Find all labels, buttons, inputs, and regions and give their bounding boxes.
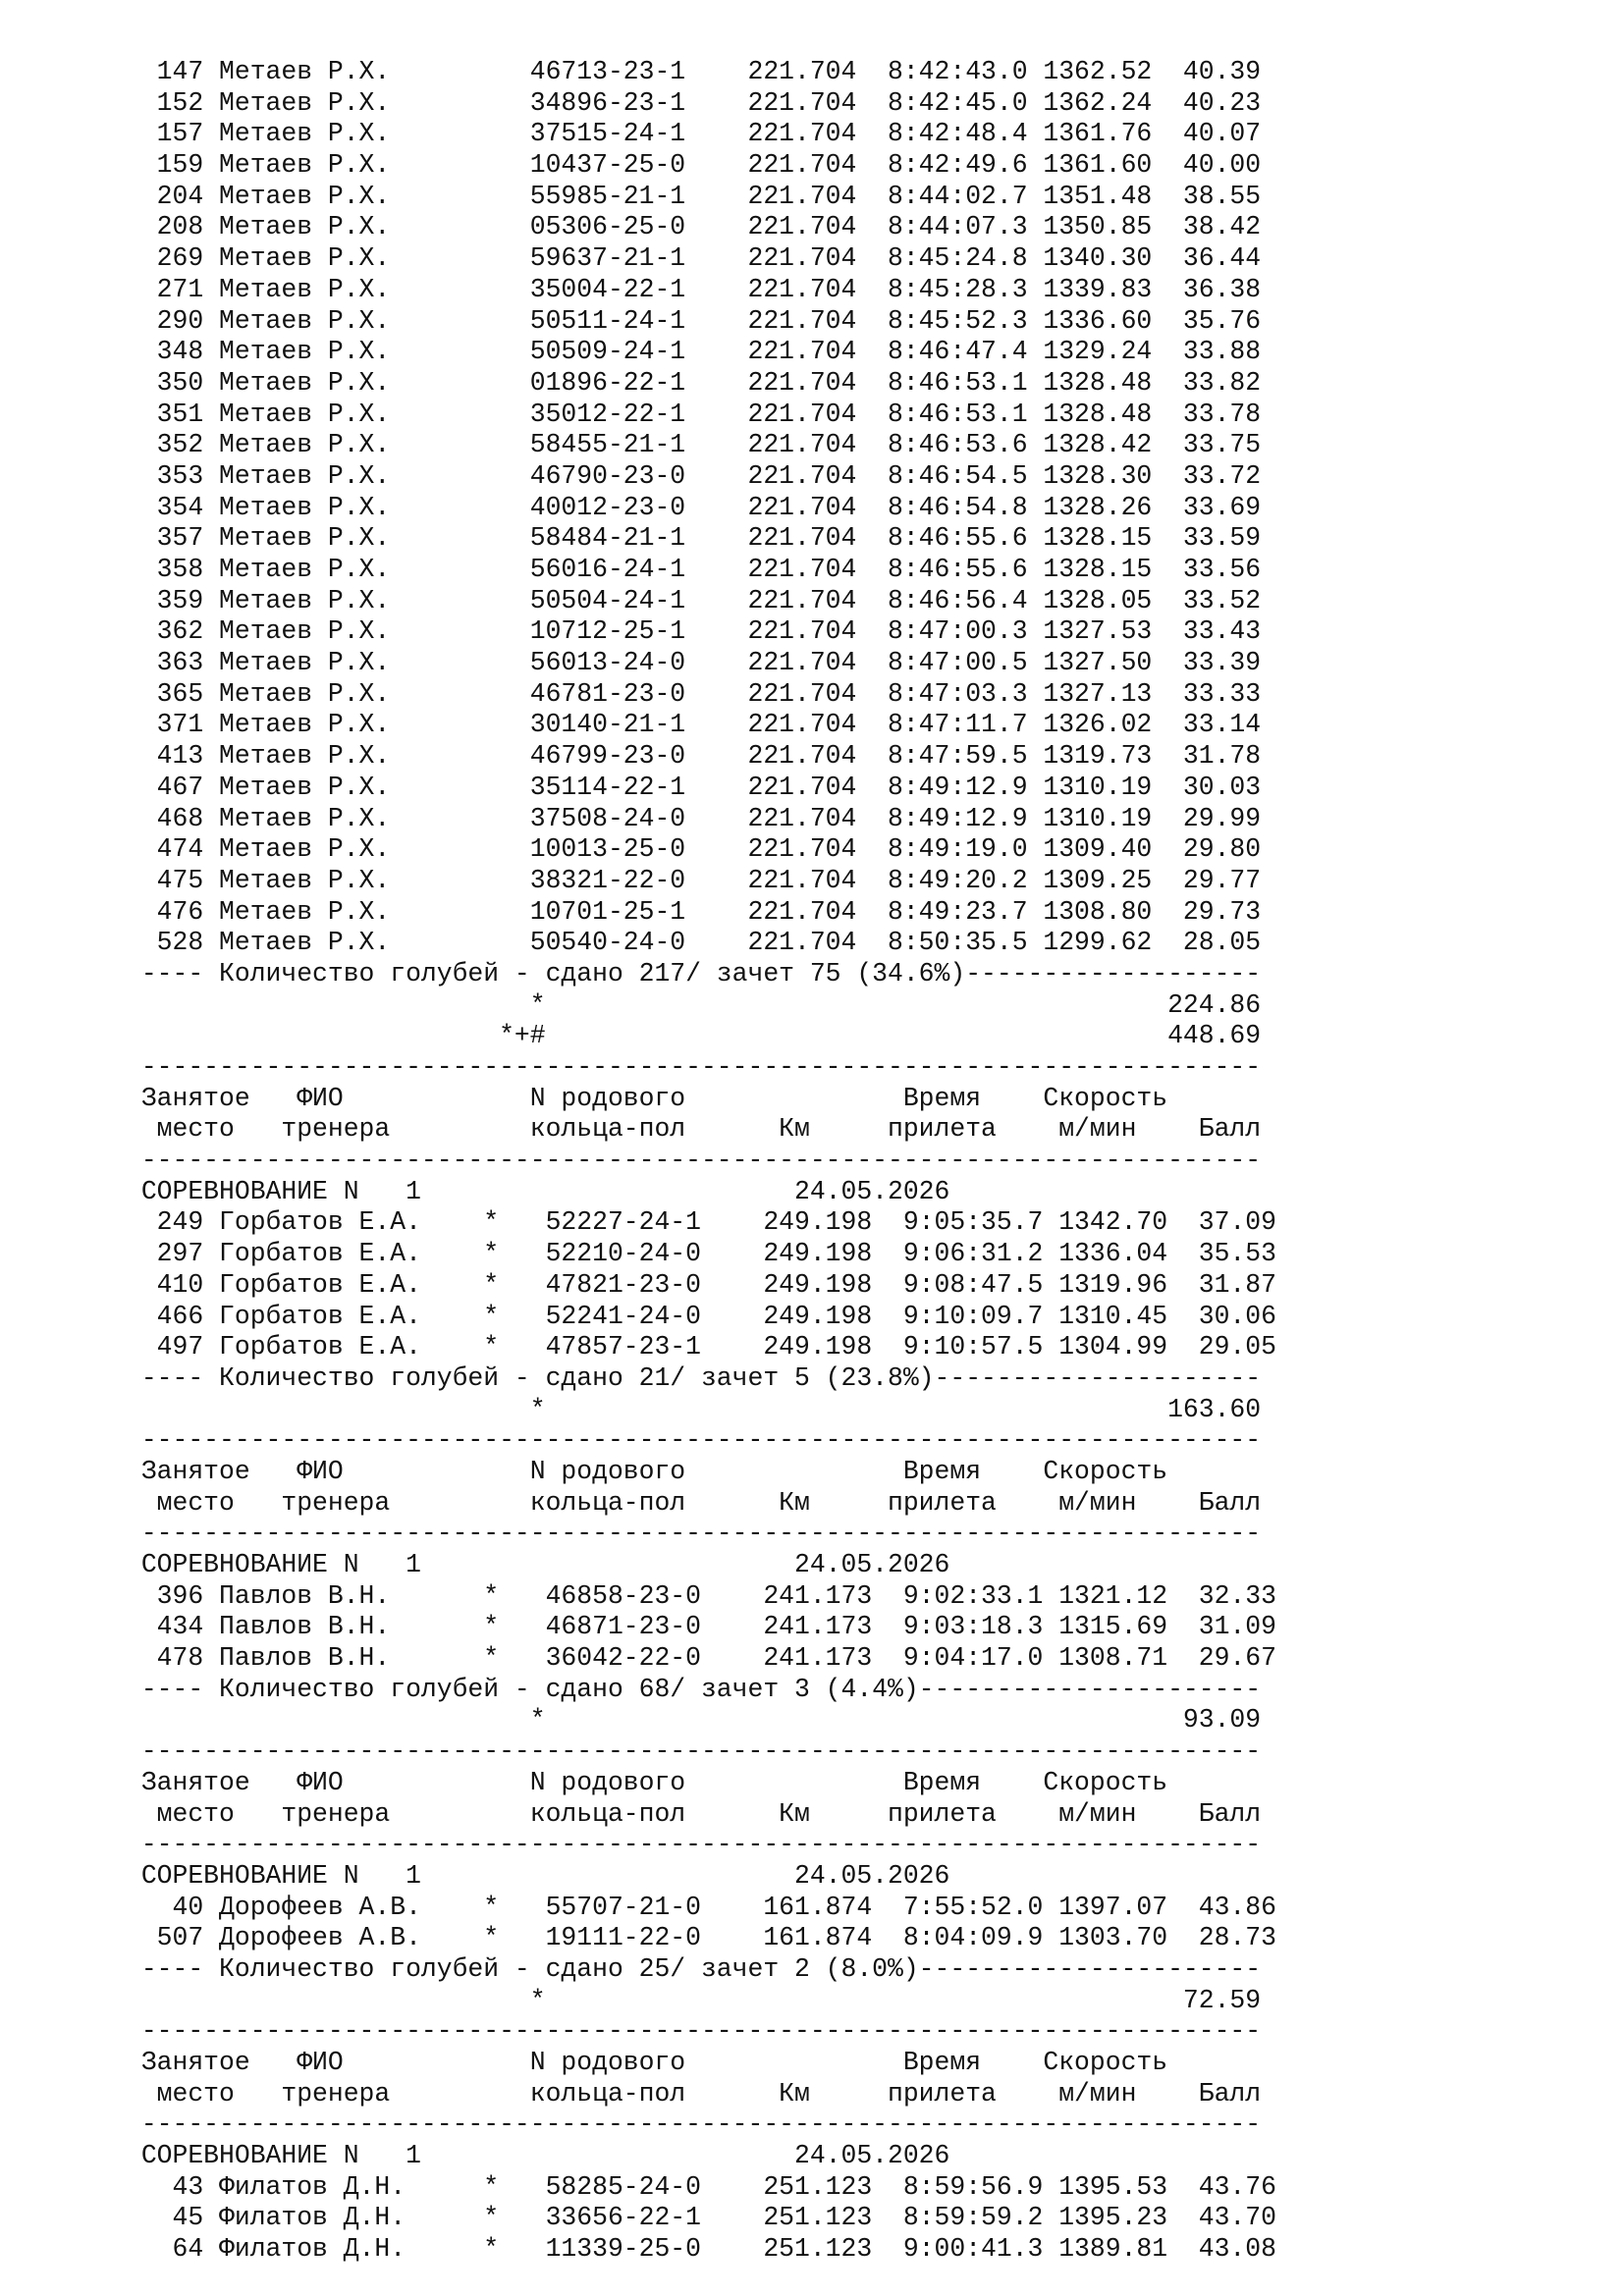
report-line: 371 Метаев Р.Х. 30140-21-1 221.704 8:47:11.7 1326.02 33.14: [126, 710, 1262, 740]
report-line: 413 Метаев Р.Х. 46799-23-0 221.704 8:47:59.5 1319.73 31.78: [126, 741, 1262, 772]
report-line: ------------------------------------------------------------------------: [126, 1052, 1262, 1082]
report-line: 466 Горбатов Е.А. * 52241-24-0 249.198 9:10:09.7 1310.45 30.06: [126, 1301, 1276, 1331]
report-line: 362 Метаев Р.Х. 10712-25-1 221.704 8:47:00.3 1327.53 33.43: [126, 616, 1262, 647]
report-line: Занятое ФИО N родового Время Скорость: [126, 1767, 1168, 1797]
report-line: 64 Филатов Д.Н. * 11339-25-0 251.123 9:00:41.3 1389.81 43.08: [126, 2234, 1276, 2265]
report-line: * 224.86: [126, 989, 1262, 1020]
report-line: 363 Метаев Р.Х. 56013-24-0 221.704 8:47:00.5 1327.50 33.39: [126, 648, 1262, 678]
report-line: 528 Метаев Р.Х. 50540-24-0 221.704 8:50:35.5 1299.62 28.05: [126, 928, 1262, 958]
report-line: 352 Метаев Р.Х. 58455-21-1 221.704 8:46:53.6 1328.42 33.75: [126, 430, 1262, 460]
report-line: 269 Метаев Р.Х. 59637-21-1 221.704 8:45:24.8 1340.30 36.44: [126, 243, 1262, 274]
report-line: ------------------------------------------------------------------------: [126, 1425, 1262, 1456]
report-line: 478 Павлов В.Н. * 36042-22-0 241.173 9:04:17.0 1308.71 29.67: [126, 1643, 1276, 1674]
report-line: Занятое ФИО N родового Время Скорость: [126, 1083, 1168, 1113]
report-line: 348 Метаев Р.Х. 50509-24-1 221.704 8:46:47.4 1329.24 33.88: [126, 337, 1262, 367]
report-line: 353 Метаев Р.Х. 46790-23-0 221.704 8:46:54.5 1328.30 33.72: [126, 460, 1262, 491]
report-line: 350 Метаев Р.Х. 01896-22-1 221.704 8:46:53.1 1328.48 33.82: [126, 367, 1262, 398]
report-line: 434 Павлов В.Н. * 46871-23-0 241.173 9:03:18.3 1315.69 31.09: [126, 1612, 1276, 1642]
report-line: 152 Метаев Р.Х. 34896-23-1 221.704 8:42:45.0 1362.24 40.23: [126, 87, 1262, 118]
report-line: 351 Метаев Р.Х. 35012-22-1 221.704 8:46:53.1 1328.48 33.78: [126, 399, 1262, 429]
report-line: 468 Метаев Р.Х. 37508-24-0 221.704 8:49:12.9 1310.19 29.99: [126, 803, 1262, 833]
report-line: Занятое ФИО N родового Время Скорость: [126, 2048, 1168, 2077]
report-line: 159 Метаев Р.Х. 10437-25-0 221.704 8:42:49.6 1361.60 40.00: [126, 150, 1262, 181]
report-line: 358 Метаев Р.Х. 56016-24-1 221.704 8:46:55.6 1328.15 33.56: [126, 555, 1262, 584]
report-line: 357 Метаев Р.Х. 58484-21-1 221.704 8:46:55.6 1328.15 33.59: [126, 523, 1262, 554]
report-line: место тренера кольца-пол Км прилета м/мин Балл: [126, 2078, 1262, 2109]
report-line: 147 Метаев Р.Х. 46713-23-1 221.704 8:42:43.0 1362.52 40.39: [126, 57, 1262, 86]
report-line: ---- Количество голубей - сдано 217/ зачет 75 (34.6%)-------------------: [126, 958, 1262, 988]
report-line: ------------------------------------------------------------------------: [126, 2109, 1262, 2140]
report-line: *+# 448.69: [126, 1021, 1262, 1051]
report-line: ------------------------------------------------------------------------: [126, 1146, 1262, 1176]
report-line: 396 Павлов В.Н. * 46858-23-0 241.173 9:02:33.1 1321.12 32.33: [126, 1580, 1276, 1611]
report-line: * 72.59: [126, 1985, 1262, 2015]
report-line: ------------------------------------------------------------------------: [126, 1736, 1262, 1767]
results-document: [126, 57, 1276, 2266]
report-line: 476 Метаев Р.Х. 10701-25-1 221.704 8:49:23.7 1308.80 29.73: [126, 896, 1262, 927]
report-line: СОРЕВНОВАНИЕ N 1 24.05.2026: [126, 2141, 950, 2171]
report-line: ---- Количество голубей - сдано 25/ зачет 2 (8.0%)----------------------: [126, 1953, 1262, 1984]
report-line: 365 Метаев Р.Х. 46781-23-0 221.704 8:47:03.3 1327.13 33.33: [126, 678, 1262, 709]
report-line: * 93.09: [126, 1705, 1262, 1735]
report-line: 40 Дорофеев А.В. * 55707-21-0 161.874 7:55:52.0 1397.07 43.86: [126, 1892, 1276, 1922]
report-line: место тренера кольца-пол Км прилета м/мин Балл: [126, 1114, 1262, 1145]
report-line: 475 Метаев Р.Х. 38321-22-0 221.704 8:49:20.2 1309.25 29.77: [126, 865, 1262, 895]
report-line: 271 Метаев Р.Х. 35004-22-1 221.704 8:45:28.3 1339.83 36.38: [126, 274, 1262, 304]
report-line: 354 Метаев Р.Х. 40012-23-0 221.704 8:46:54.8 1328.26 33.69: [126, 492, 1262, 522]
report-line: 208 Метаев Р.Х. 05306-25-0 221.704 8:44:07.3 1350.85 38.42: [126, 212, 1262, 242]
report-line: 410 Горбатов Е.А. * 47821-23-0 249.198 9:08:47.5 1319.96 31.87: [126, 1269, 1276, 1300]
report-line: место тренера кольца-пол Км прилета м/мин Балл: [126, 1487, 1262, 1518]
report-line: * 163.60: [126, 1394, 1262, 1424]
report-line: 359 Метаев Р.Х. 50504-24-1 221.704 8:46:56.4 1328.05 33.52: [126, 585, 1262, 615]
report-line: ------------------------------------------------------------------------: [126, 1830, 1262, 1860]
report-line: ------------------------------------------------------------------------: [126, 2016, 1262, 2047]
report-line: 45 Филатов Д.Н. * 33656-22-1 251.123 8:59:59.2 1395.23 43.70: [126, 2203, 1276, 2233]
report-line: место тренера кольца-пол Км прилета м/мин Балл: [126, 1798, 1262, 1829]
report-line: 204 Метаев Р.Х. 55985-21-1 221.704 8:44:02.7 1351.48 38.55: [126, 181, 1262, 211]
report-line: ---- Количество голубей - сдано 21/ зачет 5 (23.8%)---------------------: [126, 1362, 1262, 1393]
report-line: 467 Метаев Р.Х. 35114-22-1 221.704 8:49:12.9 1310.19 30.03: [126, 772, 1262, 802]
report-line: 474 Метаев Р.Х. 10013-25-0 221.704 8:49:19.0 1309.40 29.80: [126, 834, 1262, 865]
report-line: 157 Метаев Р.Х. 37515-24-1 221.704 8:42:48.4 1361.76 40.07: [126, 119, 1262, 149]
report-line: СОРЕВНОВАНИЕ N 1 24.05.2026: [126, 1860, 950, 1891]
report-line: 290 Метаев Р.Х. 50511-24-1 221.704 8:45:52.3 1336.60 35.76: [126, 305, 1262, 336]
report-line: ---- Количество голубей - сдано 68/ зачет 3 (4.4%)----------------------: [126, 1674, 1262, 1704]
report-line: 249 Горбатов Е.А. * 52227-24-1 249.198 9:05:35.7 1342.70 37.09: [126, 1207, 1276, 1238]
report-line: 497 Горбатов Е.А. * 47857-23-1 249.198 9:10:57.5 1304.99 29.05: [126, 1332, 1276, 1362]
report-line: 507 Дорофеев А.В. * 19111-22-0 161.874 8:04:09.9 1303.70 28.73: [126, 1923, 1276, 1953]
report-line: Занятое ФИО N родового Время Скорость: [126, 1456, 1168, 1486]
report-line: СОРЕВНОВАНИЕ N 1 24.05.2026: [126, 1550, 950, 1579]
report-line: 43 Филатов Д.Н. * 58285-24-0 251.123 8:59:56.9 1395.53 43.76: [126, 2171, 1276, 2202]
report-line: ------------------------------------------------------------------------: [126, 1519, 1262, 1549]
report-line: СОРЕВНОВАНИЕ N 1 24.05.2026: [126, 1176, 950, 1206]
report-line: 297 Горбатов Е.А. * 52210-24-0 249.198 9:06:31.2 1336.04 35.53: [126, 1239, 1276, 1269]
